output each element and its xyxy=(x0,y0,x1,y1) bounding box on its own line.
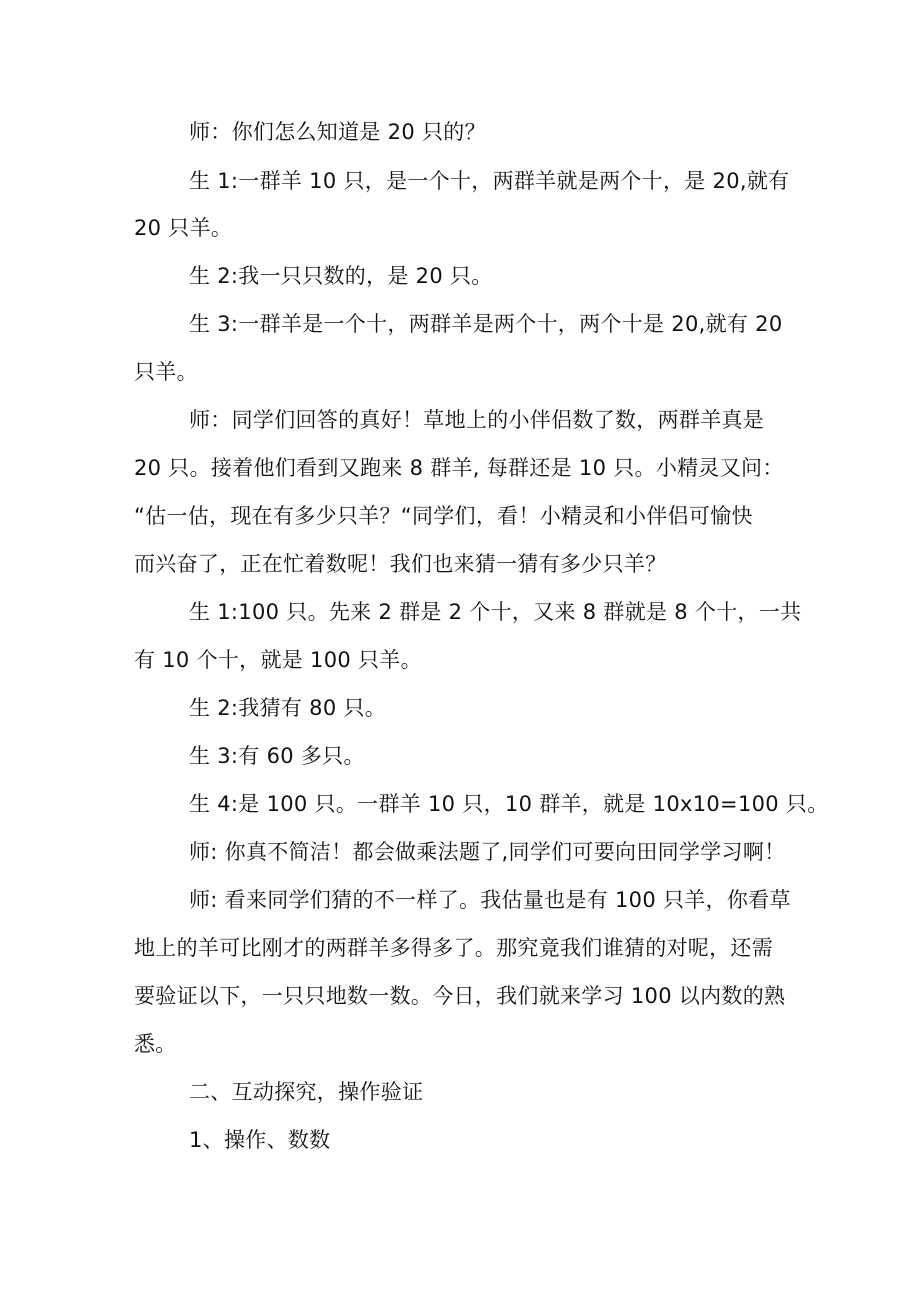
student4-guess-line: 生 4:是 100 只。一群羊 10 只，10 群羊，就是 10x10=100 只。 xyxy=(189,792,829,816)
student1-guess-line1: 生 1:100 只。先来 2 群是 2 个十，又来 8 群就是 8 个十，一共 xyxy=(189,600,802,624)
section-heading: 二、互动探究，操作验证 xyxy=(189,1080,424,1104)
student1-answer-line2: 20 只羊。 xyxy=(134,216,233,240)
teacher-paragraph-line1: 师：同学们回答的真好！草地上的小伴侣数了数，两群羊真是 xyxy=(189,408,765,432)
student3-answer-line2: 只羊。 xyxy=(134,360,198,384)
student1-guess-line2: 有 10 个十，就是 100 只羊。 xyxy=(134,648,422,672)
teacher-paragraph-line2: 20 只。接着他们看到又跑来 8 群羊, 每群还是 10 只。小精灵又问： xyxy=(134,456,784,480)
teacher-summary-line3: 要验证以下，一只只地数一数。今日，我们就来学习 100 以内数的熟 xyxy=(134,984,786,1008)
student2-answer-line: 生 2:我一只只数的，是 20 只。 xyxy=(189,264,493,288)
student1-answer-line1: 生 1:一群羊 10 只，是一个十，两群羊就是两个十，是 20,就有 xyxy=(189,169,790,193)
student3-answer-line1: 生 3:一群羊是一个十，两群羊是两个十，两个十是 20,就有 20 xyxy=(189,312,783,336)
subsection-heading: 1、操作、数数 xyxy=(189,1128,331,1152)
student2-guess-line: 生 2:我猜有 80 只。 xyxy=(189,696,387,720)
teacher-summary-line2: 地上的羊可比刚才的两群羊多得多了。那究竟我们谁猜的对呢，还需 xyxy=(134,936,773,960)
teacher-paragraph-line3: “估一估，现在有多少只羊？“同学们，看！小精灵和小伴侣可愉快 xyxy=(134,504,753,528)
teacher-summary-line1: 师: 看来同学们猜的不一样了。我估量也是有 100 只羊，你看草 xyxy=(189,888,791,912)
teacher-praise-line: 师: 你真不简洁！都会做乘法题了,同学们可要向田同学学习啊！ xyxy=(189,840,786,864)
teacher-paragraph-line4: 而兴奋了，正在忙着数呢！我们也来猜一猜有多少只羊？ xyxy=(134,552,667,576)
teacher-question-line: 师：你们怎么知道是 20 只的？ xyxy=(189,120,486,144)
student3-guess-line: 生 3:有 60 多只。 xyxy=(189,744,365,768)
teacher-summary-line4: 悉。 xyxy=(134,1032,177,1056)
